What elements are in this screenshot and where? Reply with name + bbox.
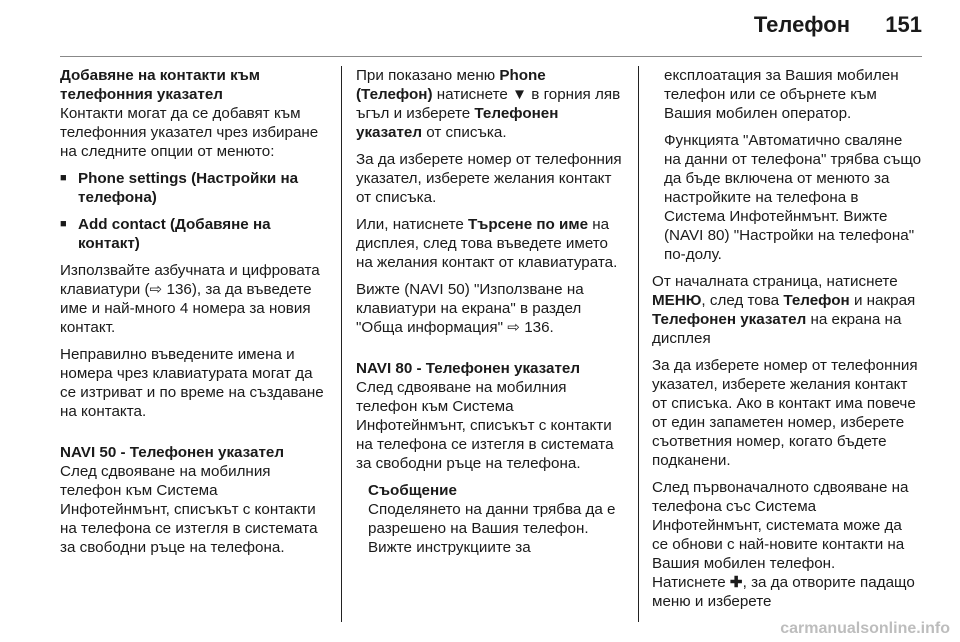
- section-heading: NAVI 50 - Телефонен указател: [60, 444, 285, 461]
- paragraph: След сдвояване на мобилния телефон към Система Инфотейнмънт, списъкът с контакти на телефона се изтегля в системата за свободни ръце на телефона.: [60, 463, 318, 556]
- paragraph: За да изберете номер от телефонния указател, изберете желания контакт от списъка.: [356, 151, 622, 206]
- list-item: ■ Add contact (Добавяне на контакт): [60, 215, 328, 253]
- paragraph: Вижте (NAVI 50) "Използване на клавиатури на екрана" в раздел "Обща информация" ⇨ 136.: [356, 281, 584, 336]
- column-left: [60, 66, 328, 565]
- header-rule: [60, 56, 922, 57]
- paragraph: От началната страница, натиснете МЕНЮ, след това Телефон и накрая Телефонен указател на екрана на дисплея: [652, 273, 916, 347]
- note-text: Споделянето на данни трябва да е разрешено на Вашия телефон. Вижте инструкциите за: [368, 501, 616, 556]
- note-title: Съобщение: [368, 482, 457, 499]
- paragraph: След първоначалното сдвояване на телефона със Система Инфотейнмънт, системата може да се обнови с най-новите контакти на Вашия мобилен телефон. Натиснете ✚, за да отворите падащо меню и изберете: [652, 479, 915, 610]
- paragraph: Използвайте азбучната и цифровата клавиатури (⇨ 136), за да въведете име и най-много 4 номера за новия контакт.: [60, 262, 320, 336]
- list-item: ■ Phone settings (Настройки на телефона): [60, 169, 328, 207]
- watermark: carmanualsonline.info: [780, 620, 950, 637]
- page-reference-arrow-icon: ⇨: [507, 319, 520, 336]
- column-right: [652, 66, 922, 619]
- note-continuation: [652, 66, 922, 264]
- paragraph: Контакти могат да се добавят към телефонния указател чрез избиране на следните опции от менюто:: [60, 105, 319, 160]
- paragraph: Неправилно въведените имена и номера чрез клавиатурата могат да се изтриват и по време на създаване на контакта.: [60, 346, 324, 420]
- section-heading: NAVI 80 - Телефонен указател: [356, 360, 581, 377]
- plus-icon: ✚: [729, 574, 743, 591]
- paragraph: Или, натиснете Търсене по име на дисплея, след това въведете името на желания контакт от клавиатурата.: [356, 216, 618, 271]
- paragraph: експлоатация за Вашия мобилен телефон или се обърнете към Вашия мобилен оператор.: [664, 67, 899, 122]
- option-list: [60, 169, 328, 253]
- paragraph: Функцията "Автоматично сваляне на данни от телефона" трябва също да бъде включена от менюто за настройките на телефона в Система Инфотейнмънт. Вижте (NAVI 80) "Настройки на телефона" по-долу.: [664, 132, 922, 263]
- page-title: Телефон: [753, 12, 850, 37]
- page-reference-arrow-icon: ⇨: [149, 281, 163, 298]
- note-box: [356, 481, 624, 557]
- page-number: 151: [885, 12, 922, 37]
- paragraph: След сдвояване на мобилния телефон към Система Инфотейнмънт, списъкът с контакти на телефона се изтегля в системата за свободни ръце на телефона.: [356, 379, 614, 472]
- column-middle: [356, 66, 624, 565]
- column-divider: [341, 66, 342, 622]
- paragraph: За да изберете номер от телефонния указател, изберете желания контакт от списъка. Ако в контакт има повече от един запаметен номер, изберете съответния номер, когато бъдете подканени.: [652, 357, 918, 469]
- section-heading: Добавяне на контакти към телефонния указател: [60, 67, 261, 103]
- paragraph: При показано меню Phone (Телефон) натиснете ▼ в горния ляв ъгъл и изберете Телефонен указател от списъка.: [356, 67, 621, 141]
- column-divider: [638, 66, 639, 622]
- page-header: [0, 0, 960, 56]
